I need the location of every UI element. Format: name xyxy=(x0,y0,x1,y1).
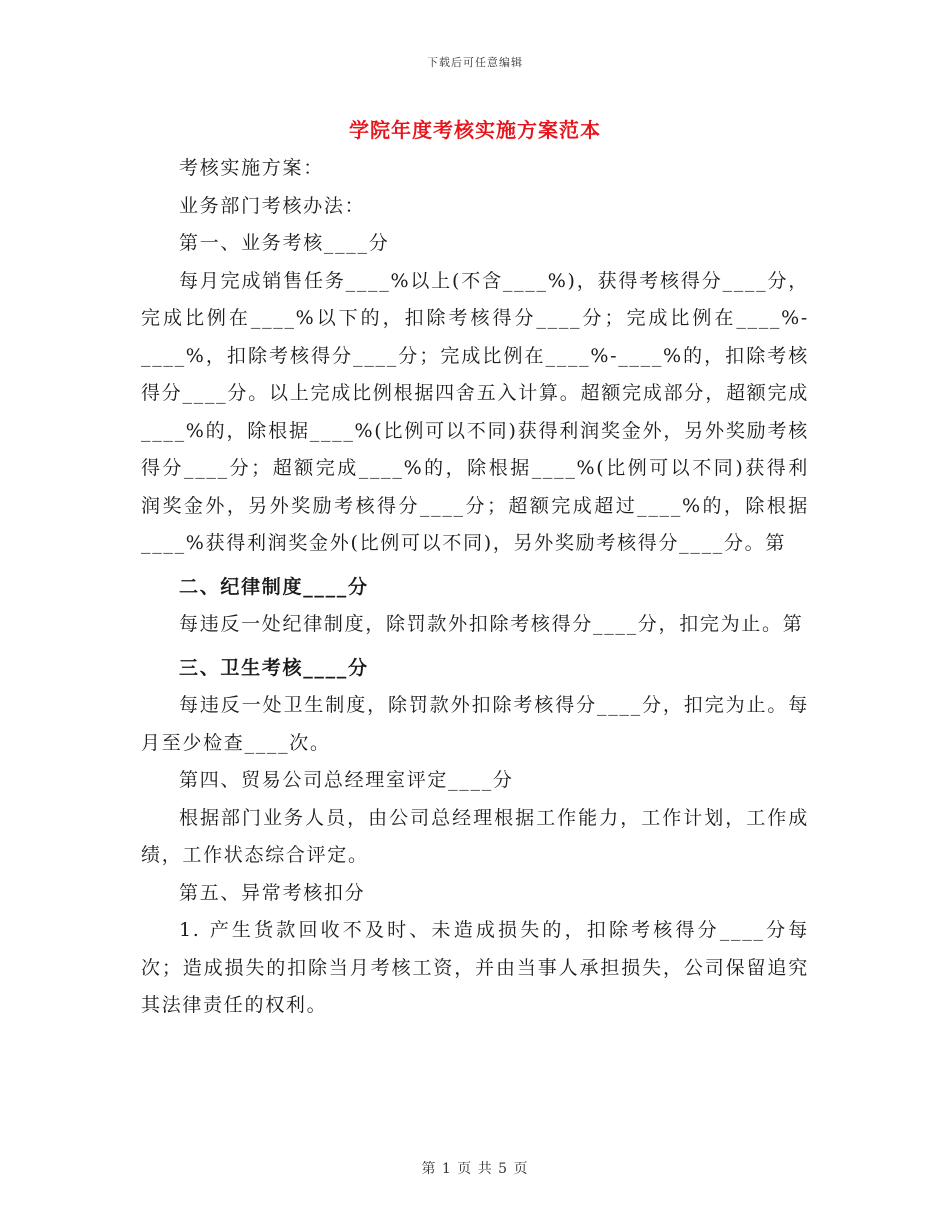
section-five-heading: 第五、异常考核扣分 xyxy=(179,881,366,904)
paragraph-payment-deduction: 1. 产生货款回收不及时、未造成损失的，扣除考核得分____分每次；造成损失的扣除当月考核工资，并由当事人承担损失，公司保留追究其法律责任的权利。 xyxy=(141,919,809,1016)
paragraph-sales-rules: 每月完成销售任务____%以上(不含____%)，获得考核得分____分，完成比例在____%以下的，扣除考核得分____分；完成比例在____%-____%，扣除考核得分____分；完成比例在____%-____%的，扣除考核得分____分。以上完成比例根据四舍五入计算。超额完成部分，超额完成____%的，除根据____%(比例可以不同)获得利润奖金外，另外奖励考核得分____分；超额完成____%的，除根据____%(比例可以不同)获得利润奖金外，另外奖励考核得分____分；超额完成超过____%的，除根据____%获得利润奖金外(比例可以不同)，另外奖励考核得分____分。第 xyxy=(141,269,809,554)
paragraph-discipline-rules: 每违反一处纪律制度，除罚款外扣除考核得分____分，扣完为止。第 xyxy=(179,613,804,635)
section-one-heading: 第一、业务考核____分 xyxy=(179,232,390,254)
page-number: 第 1 页 共 5 页 xyxy=(421,1161,529,1177)
section-three-heading: 三、卫生考核____分 xyxy=(179,656,369,679)
document-body xyxy=(141,150,809,1025)
paragraph-method-heading: 业务部门考核办法： xyxy=(179,194,366,217)
paragraph-manager-evaluation: 根据部门业务人员，由公司总经理根据工作能力，工作计划，工作成绩，工作状态综合评定。 xyxy=(141,806,809,866)
section-two-heading: 二、纪律制度____分 xyxy=(179,575,369,598)
header-note: 下载后可任意编辑 xyxy=(427,56,523,69)
document-title: 学院年度考核实施方案范本 xyxy=(349,118,601,142)
section-four-heading: 第四、贸易公司总经理室评定____分 xyxy=(179,769,514,791)
paragraph-hygiene-rules: 每违反一处卫生制度，除罚款外扣除考核得分____分，扣完为止。每月至少检查____次。 xyxy=(141,694,809,754)
paragraph-plan-heading: 考核实施方案： xyxy=(179,157,324,179)
